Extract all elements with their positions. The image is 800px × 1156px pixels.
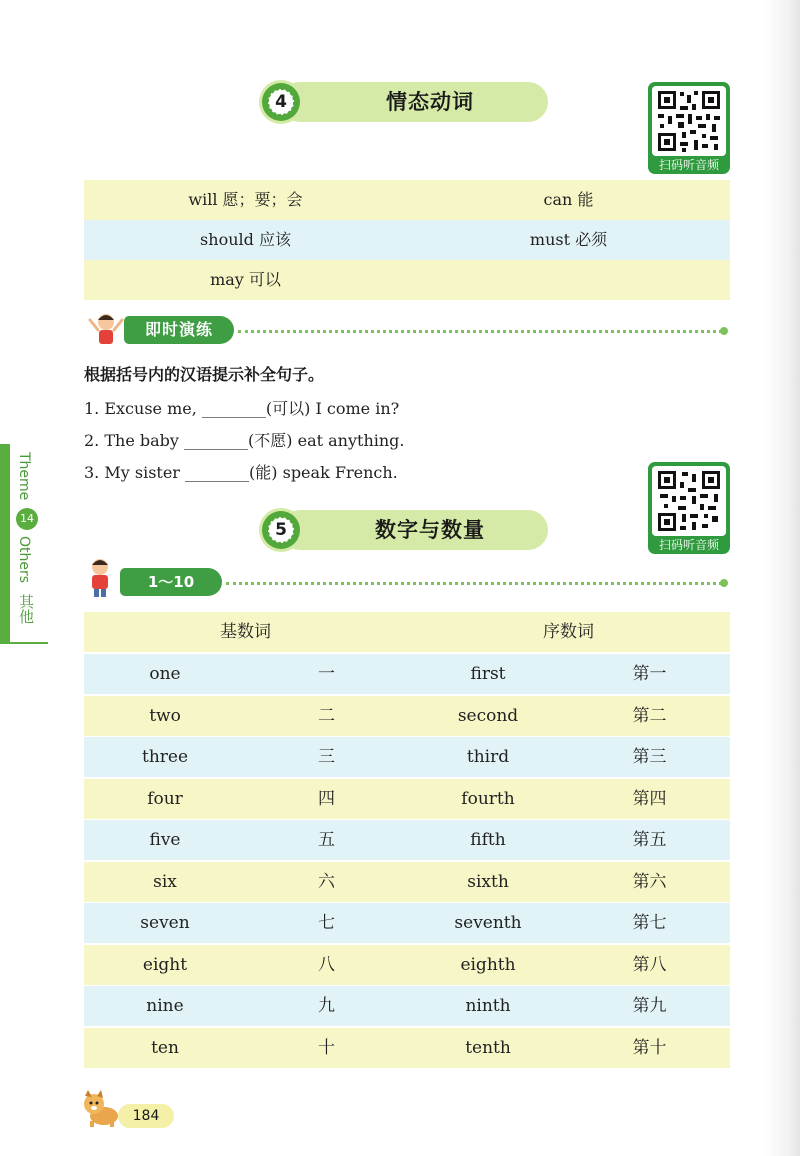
side-tab-bar <box>0 444 10 644</box>
side-tab-english: Others <box>16 536 32 584</box>
qr-label: 扫码听音频 <box>658 538 719 552</box>
section-title: 数字与数量 <box>375 518 485 542</box>
page-edge <box>764 0 800 1156</box>
boy-mascot-icon <box>84 556 116 602</box>
table-cell: 二 <box>318 705 335 726</box>
section-5-heading <box>262 510 548 550</box>
exercise-item: 2. The baby ________(不愿) eat anything. <box>84 431 405 450</box>
side-tab-theme: Theme <box>16 452 32 501</box>
side-tab-underline <box>0 642 48 644</box>
exercise-item: 3. My sister ________(能) speak French. <box>84 463 398 482</box>
table-row <box>84 820 730 860</box>
cardinal-header: 基数词 <box>220 622 271 642</box>
modal-verb-cell <box>407 260 730 300</box>
table-row <box>84 779 730 819</box>
modal-verb-cell: should 应该 <box>200 230 291 249</box>
table-cell: ninth <box>465 996 511 1016</box>
qr-code-icon <box>652 466 726 536</box>
table-cell: fourth <box>461 788 515 809</box>
modal-verb-row <box>84 260 730 300</box>
table-cell: eighth <box>460 954 516 975</box>
table-cell: 第一 <box>632 664 667 684</box>
qr-code-widget[interactable] <box>648 462 730 554</box>
dog-mascot-icon <box>80 1088 124 1132</box>
table-cell: one <box>149 664 181 684</box>
table-cell: ten <box>151 1037 179 1058</box>
modal-verb-cell: can 能 <box>543 190 594 209</box>
table-cell: 九 <box>318 996 335 1016</box>
table-cell: first <box>470 664 506 684</box>
theme-side-tab[interactable] <box>0 444 48 644</box>
side-tab-number: 14 <box>16 508 38 530</box>
table-cell: sixth <box>467 871 509 892</box>
dotted-divider <box>226 582 722 585</box>
boy-mascot-icon <box>88 310 124 350</box>
qr-code-icon <box>652 86 726 156</box>
numbers-table-header <box>84 612 730 652</box>
dotted-divider <box>238 330 722 333</box>
table-cell: two <box>149 705 181 726</box>
exercise-item: 1. Excuse me, ________(可以) I come in? <box>84 399 400 418</box>
table-cell: three <box>141 747 189 767</box>
modal-verb-cell: will 愿；要；会 <box>188 190 303 209</box>
modal-verb-row <box>84 180 730 220</box>
table-row <box>84 654 730 694</box>
range-tag: 1～10 <box>120 568 222 596</box>
table-row <box>84 696 730 736</box>
table-cell: 第七 <box>632 913 667 933</box>
table-cell: 第三 <box>632 747 667 767</box>
table-cell: 第四 <box>632 788 667 809</box>
modal-verb-cell: must 必须 <box>529 230 608 249</box>
table-row <box>84 862 730 902</box>
table-cell: four <box>147 788 183 809</box>
section-number-badge <box>262 511 300 549</box>
table-cell: five <box>149 830 181 850</box>
table-row <box>84 737 730 777</box>
divider-end-dot <box>720 579 728 587</box>
section-number: 5 <box>268 517 294 543</box>
practice-tag: 即时演练 <box>124 316 234 344</box>
table-cell: 第九 <box>632 996 667 1016</box>
table-cell: 八 <box>318 954 335 975</box>
table-cell: 四 <box>318 788 335 809</box>
table-cell: fifth <box>470 830 506 850</box>
table-row <box>84 903 730 943</box>
table-cell: third <box>466 747 510 767</box>
table-cell: six <box>153 871 177 892</box>
table-cell: seventh <box>454 913 522 933</box>
table-cell: seven <box>140 913 190 933</box>
table-cell: 七 <box>318 913 335 933</box>
ordinal-header: 序数词 <box>543 622 594 642</box>
table-cell: second <box>457 705 519 726</box>
divider-end-dot <box>720 327 728 335</box>
qr-code-widget[interactable] <box>648 82 730 174</box>
table-cell: 一 <box>318 664 335 684</box>
table-row <box>84 1028 730 1068</box>
table-cell: nine <box>146 996 184 1016</box>
side-tab-chinese: 其他 <box>17 594 35 624</box>
table-row <box>84 986 730 1026</box>
table-cell: tenth <box>465 1037 511 1058</box>
qr-label: 扫码听音频 <box>658 158 719 172</box>
table-row <box>84 945 730 985</box>
table-cell: 十 <box>318 1037 335 1058</box>
section-title: 情态动词 <box>386 90 474 114</box>
table-cell: 第五 <box>632 830 667 850</box>
table-cell: 第二 <box>632 705 667 726</box>
practice-instruction: 根据括号内的汉语提示补全句子。 <box>84 365 325 384</box>
table-cell: eight <box>142 954 188 975</box>
table-cell: 三 <box>318 747 335 767</box>
page-number: 184 <box>118 1104 174 1128</box>
modal-verb-row <box>84 220 730 260</box>
table-cell: 第八 <box>632 954 667 975</box>
table-cell: 六 <box>318 871 335 892</box>
table-cell: 五 <box>318 830 335 850</box>
modal-verb-cell: may 可以 <box>210 270 281 289</box>
section-number-badge <box>262 83 300 121</box>
section-number: 4 <box>268 89 294 115</box>
table-cell: 第十 <box>632 1037 667 1058</box>
table-cell: 第六 <box>632 871 667 892</box>
section-4-heading <box>262 82 548 122</box>
